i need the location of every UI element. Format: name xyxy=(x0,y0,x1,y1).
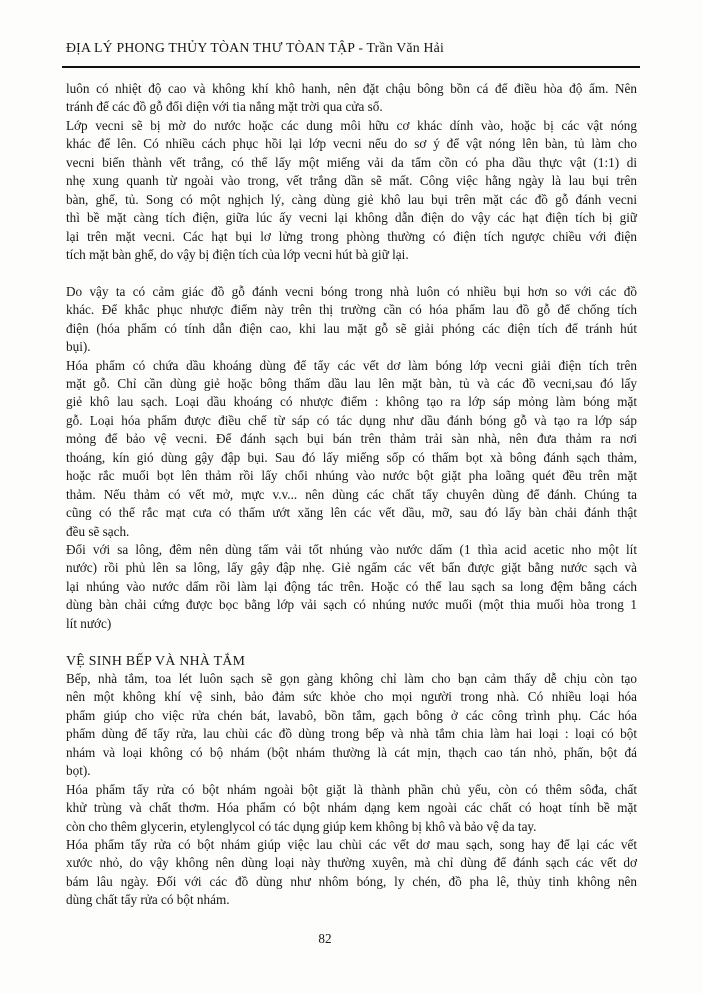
paragraph-gap xyxy=(66,264,637,282)
text-line: giẻ khô lau sạch. Loại dầu khoáng có nhược điểm : không tạo ra lớp sáp mỏng làm bóng mặt xyxy=(66,394,637,410)
text-line: vecni biến thành vết trắng, có thể lấy một miếng vải da tẩm cồn có pha dầu thực vật (1:1) di xyxy=(66,154,637,170)
header-rule xyxy=(62,66,640,68)
text-line: khác. Để khắc phục nhược điểm này trên thị trường cần có hóa phẩm lau đồ gỗ để chống tích xyxy=(66,302,637,318)
text-line: Lớp vecni sẽ bị mờ do nước hoặc các dung môi hữu cơ khác dính vào, hoặc bị các vật nóng xyxy=(66,117,637,133)
text-line: phẩm giúp cho việc rửa chén bát, lavabô, bồn tắm, gạch bông ở các công trình phụ. Các hóa xyxy=(66,707,637,723)
text-line: bám lâu ngày. Đối với các đồ dùng như nhôm bóng, ly chén, đồ pha lê, thủy tinh không nên xyxy=(66,873,637,889)
text-line: nên một không khí vệ sinh, bảo đảm sức khỏe cho mọi người trong nhà. Có nhiều loại hóa xyxy=(66,689,637,705)
text-line: Hóa phẩm tẩy rửa có bột nhám giúp việc lau chùi các vết dơ mau sạch, song hay để lại các vết xyxy=(66,836,637,852)
section-heading: VỆ SINH BẾP VÀ NHÀ TẮM xyxy=(66,652,246,668)
text-line: Đối với sa lông, đêm nên dùng tấm vải tốt nhúng vào nước dấm (1 thìa acid acetic nho một lít xyxy=(66,541,637,557)
text-line: thoáng, kín gió dùng gậy đập bụi. Sau đó lấy miếng sốp có thấm bọt xà bông đánh sạch thảm, xyxy=(66,449,637,465)
text-line: nhẹ xung quanh từ ngoài vào trong, vết trắng dần sẽ mất. Công việc hằng ngày là lau bụi trên xyxy=(66,173,637,189)
text-line: tránh để các đồ gỗ đối diện với tia nắng mặt trời qua cửa sổ. xyxy=(66,99,383,115)
text-line: mặt gỗ. Chỉ cần dùng giẻ hoặc bông thấm dầu lau lên mặt bàn, tủ và các đồ vecni,sau đó lấy xyxy=(66,376,637,391)
text-line: điện (hóa phẩm có tính dẫn điện cao, khi lau mặt gỗ sẽ giải phóng các điện tích để tránh hút xyxy=(66,320,637,336)
text-line: bọt). xyxy=(66,763,91,779)
text-line: gỗ. Loại hóa phẩm được điều chế từ sáp có tác dụng như dầu đánh bóng gỗ và tạo ra lớp sáp xyxy=(66,412,637,428)
text-line: Do vậy ta có cảm giác đồ gỗ đánh vecni bóng trong nhà luôn có nhiều bụi hơn so với các đồ xyxy=(66,283,637,299)
text-line: dùng bàn chải cứng được bọc bằng lớp vải sạch có nhúng nước muối (một thia muối hòa trong 1 xyxy=(66,597,637,613)
text-line: khác để lên. Có nhiều cách phục hồi lại lớp vecni nếu do sơ ý để vật nóng lên bàn, tủ làm cho xyxy=(66,136,637,152)
page-footer xyxy=(0,930,650,948)
text-line: còn cho thêm glycerin, etylenglycol có tác dụng giúp kem không bị khô và bảo vệ da tay. xyxy=(66,818,537,834)
text-line: phẩm dùng để tẩy rửa, lau chùi các đồ dùng trong bếp và nhà tắm chia làm hai loại : loại có bột xyxy=(66,726,637,742)
text-line: luôn có nhiệt độ cao và không khí khô hanh, nên đặt chậu bông bồn cá để điều hòa độ ẩm. Nên xyxy=(66,81,637,96)
text-line: khử trùng và chất thơm. Hóa phẩm có bột nhám dạng kem ngoài các chất có hoạt tính bề mặt xyxy=(66,800,637,816)
text-line: xước nhỏ, do vậy không nên dùng loại này thường xuyên, mà chỉ dùng để đánh sạch các vết dơ xyxy=(66,855,637,871)
document-body xyxy=(66,80,637,910)
book-title: ĐỊA LÝ PHONG THỦY TÒAN THƯ TÒAN TẬP - Trần Văn Hải xyxy=(66,40,445,55)
paragraph-gap xyxy=(66,633,637,651)
text-line: nước) rồi phủ lên sa lông, lấy gậy đập nhẹ. Giẻ ngấm các vết bẩn được giặt bằng nước sạch và xyxy=(66,560,637,576)
text-line: bàn, ghế, tủ. Song có một nghịch lý, càng dùng giẻ khô lau bụi trên mặt các đồ gỗ đánh vecni xyxy=(66,191,637,207)
text-line: đều sẽ sạch. xyxy=(66,523,130,539)
text-line: mỏng để bảo vệ vecni. Để đánh sạch bụi bán trên thảm trải sàn nhà, nên đưa thảm ra nơi xyxy=(66,431,637,447)
text-line: bụi). xyxy=(66,339,91,355)
page-number: 82 xyxy=(318,931,332,946)
text-line: thảm. Nếu thảm có vết mở, mực v.v... nên dùng các chất tẩy chuyên dùng để đánh. Chúng ta xyxy=(66,486,637,502)
text-line: lít nước) xyxy=(66,615,112,631)
text-line: cũng có thể rắc mạt cưa có thấm ướt xăng lên các vết dầu, mỡ, sau đó lấy bàn chải đánh thật xyxy=(66,505,637,521)
text-line: Bếp, nhà tắm, toa lét luôn sạch sẽ gọn gàng không chỉ làm cho bạn cảm thấy dễ chịu còn tạo xyxy=(66,671,637,686)
text-line: lại trên mặt vecni. Các hạt bụi lơ lửng trong phòng thường có điện tích ngược chiều với điện xyxy=(66,228,637,244)
page-header xyxy=(66,38,641,58)
text-line: lại nhúng vào nước dấm rồi làm lại động tác trên. Hoặc có thể lau sạch sa long đệm bằng cách xyxy=(66,578,637,594)
text-line: thì bề mặt càng tích điện, giữa lúc ấy vecni lại không dẫn điện do vậy các hạt điện tích bị giữ xyxy=(66,210,637,226)
text-line: nhám và loại không có bộ nhám (bột nhám thường là cát mịn, thạch cao tán nhỏ, phấn, bột đá xyxy=(66,744,637,760)
text-line: dùng chất tẩy rửa có bột nhám. xyxy=(66,892,230,908)
text-line: hoặc rắc muối bọt lên thảm rồi lấy chổi nhúng vào nước bột giặt pha loãng quét đều trên mặt xyxy=(66,468,637,484)
text-line: Hóa phẩm tẩy rửa có bột nhám ngoài bột giặt là thành phần chủ yếu, còn có thêm sôđa, chất xyxy=(66,781,637,797)
text-line: Hóa phẩm có chứa dầu khoáng dùng để tẩy các vết dơ làm bóng lớp vecni giải điện tích trên xyxy=(66,357,637,373)
text-line: tích mặt bàn ghế, do vậy bị điện tích của lớp vecni hút bà giữ lại. xyxy=(66,246,409,262)
